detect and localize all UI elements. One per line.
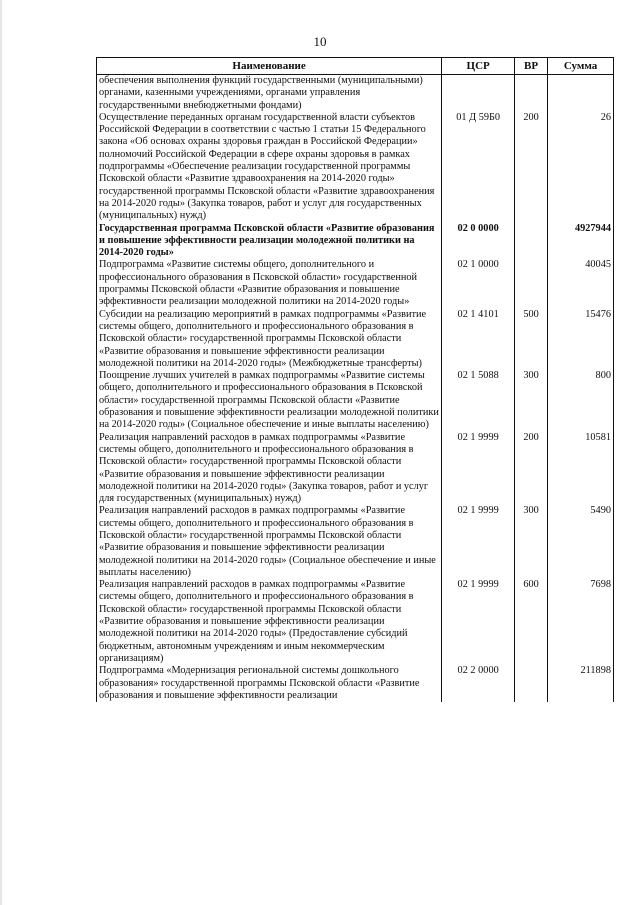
row-sum-cell	[548, 75, 614, 112]
row-name-cell: Реализация направлений расходов в рамках подпрограммы «Развитие системы общего, дополнительного и профессионального образования в Псковской области» государственной программы Псковской области «Развитие образования и повышение эффективности реализации молодежной политики на 2014-2020 годы» (Предоставление субсидий бюджетным, автономным учреждениям и иным некоммерческим организациям)	[97, 579, 442, 665]
row-name-cell: Поощрение лучших учителей в рамках подпрограммы «Развитие системы общего, дополнительного и профессионального образования в Псковской области» государственной программы Псковской области «Развитие образования и повышение эффективности реализации молодежной политики на 2014-2020 годы» (Социальное обеспечение и иные выплаты населению)	[97, 370, 442, 431]
row-csr-cell: 02 1 5088	[442, 370, 515, 431]
table-row	[97, 579, 614, 665]
row-sum-cell: 40045	[548, 259, 614, 308]
row-sum-cell: 211898	[548, 665, 614, 702]
row-name-cell: Реализация направлений расходов в рамках подпрограммы «Развитие системы общего, дополнительного и профессионального образования в Псковской области» государственной программы Псковской области «Развитие образования и повышение эффективности реализации молодежной политики на 2014-2020 годы» (Социальное обеспечение и иные выплаты населению)	[97, 505, 442, 579]
row-vr-cell: 300	[515, 370, 548, 431]
row-vr-cell	[515, 665, 548, 702]
row-vr-cell: 300	[515, 505, 548, 579]
row-csr-cell: 02 1 9999	[442, 579, 515, 665]
header-sum: Сумма	[548, 58, 614, 75]
table-row	[97, 370, 614, 431]
scan-edge	[0, 0, 2, 905]
header-vr: ВР	[515, 58, 548, 75]
row-name-cell: Подпрограмма «Развитие системы общего, дополнительного и профессионального образования в Псковской области» государственной программы Псковской области «Развитие образования и повышение эффективности реализации молодежной политики на 2014-2020 годы»	[97, 259, 442, 308]
row-name-cell: Реализация направлений расходов в рамках подпрограммы «Развитие системы общего, дополнительного и профессионального образования в Псковской области» государственной программы Псковской области «Развитие образования и повышение эффективности реализации молодежной политики на 2014-2020 годы» (Закупка товаров, работ и услуг для государственных (муниципальных) нужд)	[97, 432, 442, 506]
row-csr-cell: 02 2 0000	[442, 665, 515, 702]
row-vr-cell	[515, 75, 548, 112]
row-sum-cell: 10581	[548, 432, 614, 506]
table-row	[97, 75, 614, 112]
row-vr-cell: 200	[515, 112, 548, 223]
row-vr-cell	[515, 223, 548, 260]
row-csr-cell: 02 1 0000	[442, 259, 515, 308]
row-name-cell: Субсидии на реализацию мероприятий в рамках подпрограммы «Развитие системы общего, дополнительного и профессионального образования в Псковской области» государственной программы Псковской области «Развитие образования и повышение эффективности реализации молодежной политики на 2014-2020 годы» (Межбюджетные трансферты)	[97, 309, 442, 370]
row-csr-cell: 02 0 0000	[442, 223, 515, 260]
row-name-cell: обеспечения выполнения функций государственными (муниципальными) органами, казенными учреждениями, органами управления государственными внебюджетными фондами)	[97, 75, 442, 112]
row-csr-cell	[442, 75, 515, 112]
page-number: 10	[313, 34, 327, 49]
row-csr-cell: 02 1 9999	[442, 505, 515, 579]
header-csr: ЦСР	[442, 58, 515, 75]
row-sum-cell: 4927944	[548, 223, 614, 260]
row-csr-cell: 02 1 9999	[442, 432, 515, 506]
row-name-cell: Подпрограмма «Модернизация региональной системы дошкольного образования» государственной программы Псковской области «Развитие образования и повышение эффективности реализации	[97, 665, 442, 702]
row-csr-cell: 02 1 4101	[442, 309, 515, 370]
row-name-cell: Государственная программа Псковской области «Развитие образования и повышение эффективности реализации молодежной политики на 2014-2020 годы»	[97, 223, 442, 260]
row-sum-cell: 26	[548, 112, 614, 223]
row-csr-cell: 01 Д 59Б0	[442, 112, 515, 223]
row-name-cell: Осуществление переданных органам государственной власти субъектов Российской Федерации в соответствии с частью 1 статьи 15 Федерального закона «Об основах охраны здоровья граждан в Российской Федерации» полномочий Российской Федерации в сфере охраны здоровья в рамках подпрограммы «Обеспечение реализации государственной программы Псковской области «Развитие здравоохранения на 2014-2020 годы» государственной программы Псковской области «Развитие здравоохранения на 2014-2020 годы» (Закупка товаров, работ и услуг для государственных (муниципальных) нужд)	[97, 112, 442, 223]
row-vr-cell: 600	[515, 579, 548, 665]
row-sum-cell: 15476	[548, 309, 614, 370]
row-vr-cell: 500	[515, 309, 548, 370]
header-name: Наименование	[97, 58, 442, 75]
table-row	[97, 223, 614, 260]
row-sum-cell: 5490	[548, 505, 614, 579]
table-row	[97, 112, 614, 223]
table-row	[97, 432, 614, 506]
table-row	[97, 505, 614, 579]
table-row	[97, 259, 614, 308]
budget-table	[96, 57, 614, 702]
row-sum-cell: 7698	[548, 579, 614, 665]
table-header-row	[97, 58, 614, 75]
table-row	[97, 309, 614, 370]
table-row	[97, 665, 614, 702]
row-vr-cell	[515, 259, 548, 308]
row-sum-cell: 800	[548, 370, 614, 431]
row-vr-cell: 200	[515, 432, 548, 506]
